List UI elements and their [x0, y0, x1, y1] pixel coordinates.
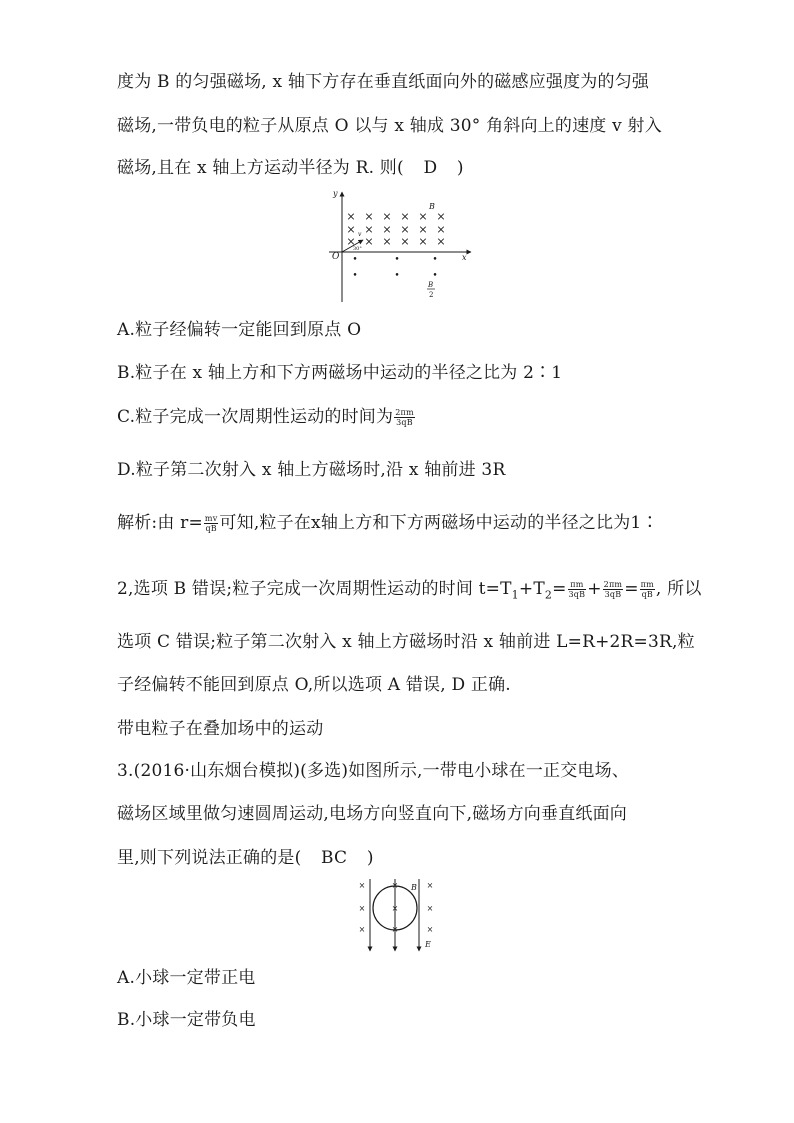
lower-field-dots [352, 255, 437, 281]
analysis-line-2 [117, 576, 702, 608]
q3-stem-line-2: 磁场区域里做匀速圆周运动,电场方向竖直向下,磁场方向垂直纸面向 [117, 804, 628, 824]
cross-mark: × [400, 210, 410, 223]
cross-mark: × [436, 210, 446, 223]
q2-answer: D [423, 158, 438, 178]
cross-mark: × [391, 904, 399, 913]
x-axis-label: x [462, 253, 467, 262]
q3-stem-line-1: 3.(2016·山东烟台模拟)(多选)如图所示,一带电小球在一正交电场、 [117, 761, 630, 781]
magnetic-field-label: B [411, 883, 417, 892]
analysis-line-1 [117, 510, 659, 536]
cross-mark: × [382, 223, 392, 236]
upper-field-label: B [429, 202, 435, 211]
dot-mark: • [352, 255, 358, 265]
fraction-denominator: 3qB [396, 418, 413, 427]
period-fraction-2 [603, 580, 624, 599]
fraction-denominator: 3qB [568, 590, 586, 599]
q2-magnetic-field-figure [325, 186, 475, 306]
section-title: 带电粒子在叠加场中的运动 [117, 719, 324, 739]
lower-field-label-num: B [428, 281, 434, 289]
cross-mark: × [418, 210, 428, 223]
cross-mark: × [391, 881, 399, 890]
dot-mark: • [352, 271, 358, 281]
analysis-line-4: 子经偏转不能回到原点 O,所以选项 A 错误, D 正确. [117, 675, 511, 695]
cross-mark: × [346, 210, 356, 223]
cross-mark: × [391, 925, 399, 934]
cross-mark: × [426, 904, 434, 913]
radius-formula-fraction [204, 514, 219, 533]
analysis-text: +T [518, 579, 545, 599]
fraction-numerator: mv [204, 514, 218, 523]
cross-mark: × [364, 235, 374, 248]
cross-mark: × [358, 904, 366, 913]
cross-mark: × [418, 235, 428, 248]
analysis-text: 解析:由 r= [117, 513, 203, 533]
analysis-text: = [624, 579, 639, 599]
cross-mark: × [426, 881, 434, 890]
fraction-numerator: 2πm [603, 580, 623, 589]
subscript: 2 [544, 588, 553, 602]
q2-option-c-text: C.粒子完成一次周期性运动的时间为 [117, 407, 394, 427]
cross-mark: × [436, 235, 446, 248]
cross-mark: × [418, 223, 428, 236]
angle-label: 30° [353, 246, 362, 252]
q3-stem-close: ) [366, 848, 374, 868]
analysis-text: + [587, 579, 602, 599]
subscript: 1 [511, 588, 519, 602]
fraction-numerator: 2πm [395, 408, 414, 417]
origin-label: O [332, 252, 340, 262]
dot-mark: • [432, 255, 438, 265]
fraction-denominator: qB [641, 590, 653, 599]
q2-stem-text: 磁场,且在 x 轴上方运动半径为 R. 则( [117, 158, 404, 178]
cross-mark: × [400, 223, 410, 236]
q2-stem-line-2: 磁场,一带负电的粒子从原点 O 以与 x 轴成 30° 角斜向上的速度 v 射入 [117, 116, 662, 136]
upper-field-crosses [346, 210, 445, 248]
q2-option-b: B.粒子在 x 轴上方和下方两磁场中运动的半径之比为 2∶1 [117, 363, 563, 383]
fraction-denominator: qB [205, 524, 217, 533]
cross-mark: × [364, 223, 374, 236]
period-fraction-1 [568, 580, 587, 599]
q2-stem-line-1: 度为 B 的匀强磁场, x 轴下方存在垂直纸面向外的磁感应强度为的匀强 [117, 72, 650, 92]
analysis-text: , 所以 [655, 579, 702, 599]
electric-field-label: E [425, 940, 431, 949]
cross-mark: × [426, 925, 434, 934]
lower-field-label-den: 2 [429, 291, 434, 299]
analysis-line-3: 选项 C 错误;粒子第二次射入 x 轴上方磁场时沿 x 轴前进 L=R+2R=3R,粒 [117, 632, 695, 652]
period-fraction-3 [640, 580, 655, 599]
dot-mark: • [394, 271, 400, 281]
q2-option-d: D.粒子第二次射入 x 轴上方磁场时,沿 x 轴前进 3R [117, 460, 506, 480]
dot-mark: • [394, 255, 400, 265]
analysis-text: 可知,粒子在x轴上方和下方两磁场中运动的半径之比为1∶ [219, 513, 659, 533]
q3-option-a: A.小球一定带正电 [117, 968, 256, 988]
q2-option-c-fraction [394, 408, 415, 427]
cross-mark: × [436, 223, 446, 236]
cross-mark: × [346, 223, 356, 236]
cross-mark: × [346, 235, 356, 248]
velocity-label: v [358, 231, 362, 238]
cross-mark: × [364, 210, 374, 223]
q3-answer: BC [321, 848, 348, 868]
q2-stem-close: ) [456, 158, 464, 178]
q3-field-figure [355, 877, 441, 955]
cross-mark: × [358, 881, 366, 890]
q2-stem-line-3 [117, 155, 464, 181]
q3-option-b: B.小球一定带负电 [117, 1010, 256, 1030]
q2-option-c [117, 404, 416, 430]
cross-mark: × [358, 925, 366, 934]
q2-option-a: A.粒子经偏转一定能回到原点 O [117, 320, 362, 340]
fraction-numerator: πm [640, 580, 654, 589]
cross-mark: × [382, 235, 392, 248]
cross-mark: × [382, 210, 392, 223]
q3-stem-text: 里,则下列说法正确的是( [117, 848, 302, 868]
analysis-text: 2,选项 B 错误;粒子完成一次周期性运动的时间 t=T [117, 579, 512, 599]
cross-mark: × [400, 235, 410, 248]
fraction-numerator: πm [568, 580, 587, 590]
y-axis-label: y [333, 189, 338, 198]
dot-mark: • [432, 271, 438, 281]
q3-stem-line-3 [117, 845, 374, 871]
fraction-denominator: 3qB [604, 590, 622, 599]
analysis-text: = [552, 579, 567, 599]
